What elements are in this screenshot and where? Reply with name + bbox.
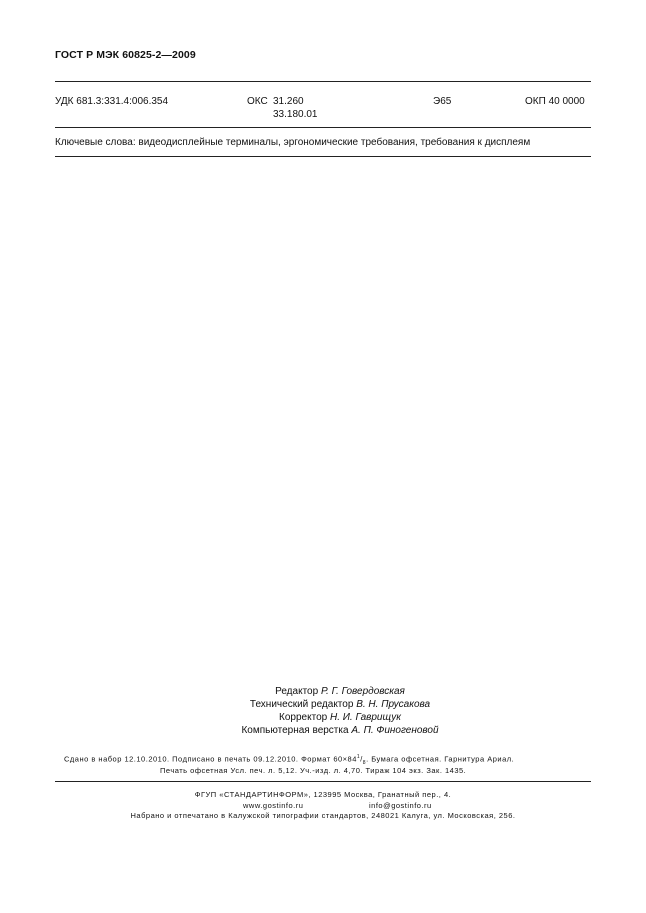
credit-person: Р. Г. Говердовская: [320, 686, 405, 697]
credit-role: Компьютерная верстка: [241, 725, 349, 736]
oks-code-1: 31.260: [273, 96, 304, 107]
credit-person: В. Н. Прусакова: [356, 699, 431, 710]
publisher-address: ФГУП «СТАНДАРТИНФОРМ», 123995 Москва, Гранатный пер., 4.: [194, 790, 452, 799]
publisher-email: info@gostinfo.ru: [369, 801, 432, 810]
credit-tech-editor: [190, 698, 490, 711]
credit-person: Н. И. Гаврищук: [329, 712, 401, 723]
format-sub: 8: [362, 760, 367, 766]
classification-group: Э65: [433, 96, 452, 107]
credit-role: Технический редактор: [249, 699, 354, 710]
publisher-website: www.gostinfo.ru: [243, 801, 304, 810]
credit-person: А. П. Финогеновой: [351, 725, 439, 736]
credit-role: Редактор: [275, 686, 319, 697]
oks-label: ОКС: [247, 96, 268, 107]
imprint-text-b: . Бумага офсетная. Гарнитура Ариал.: [366, 754, 515, 764]
keywords: Ключевые слова: видеодисплейные терминалы, эргономические требования, требования к дисплеям: [55, 137, 531, 148]
okp-code: ОКП 40 0000: [525, 96, 585, 107]
standard-code: ГОСТ Р МЭК 60825-2—2009: [55, 49, 196, 61]
header-rule: [55, 81, 591, 82]
format-sup: 1: [356, 754, 361, 760]
keywords-rule: [55, 156, 591, 157]
imprint-text-a: Сдано в набор 12.10.2010. Подписано в печать 09.12.2010. Формат 60×84: [64, 754, 357, 764]
credit-editor: [190, 685, 490, 698]
classification-rule: [55, 127, 591, 128]
printer-info: Набрано и отпечатано в Калужской типографии стандартов, 248021 Калуга, ул. Московская, 256.: [130, 811, 516, 820]
imprint-line-2: Печать офсетная Усл. печ. л. 5,12. Уч.-изд. л. 4,70. Тираж 104 экз. Зак. 1435.: [160, 766, 467, 775]
credit-layout: [190, 724, 490, 737]
udc-code: УДК 681.3:331.4:006.354: [55, 96, 169, 107]
imprint-rule: [55, 781, 591, 782]
imprint-line-1: Сдано в набор 12.10.2010. Подписано в печать 09.12.2010. Формат $60\times 84^1/_8$. Бумага офсетная. Гарнитура Ариал.: [64, 754, 515, 766]
credit-corrector: [190, 711, 490, 724]
credit-role: Корректор: [279, 712, 328, 723]
oks-code-2: 33.180.01: [273, 109, 318, 120]
